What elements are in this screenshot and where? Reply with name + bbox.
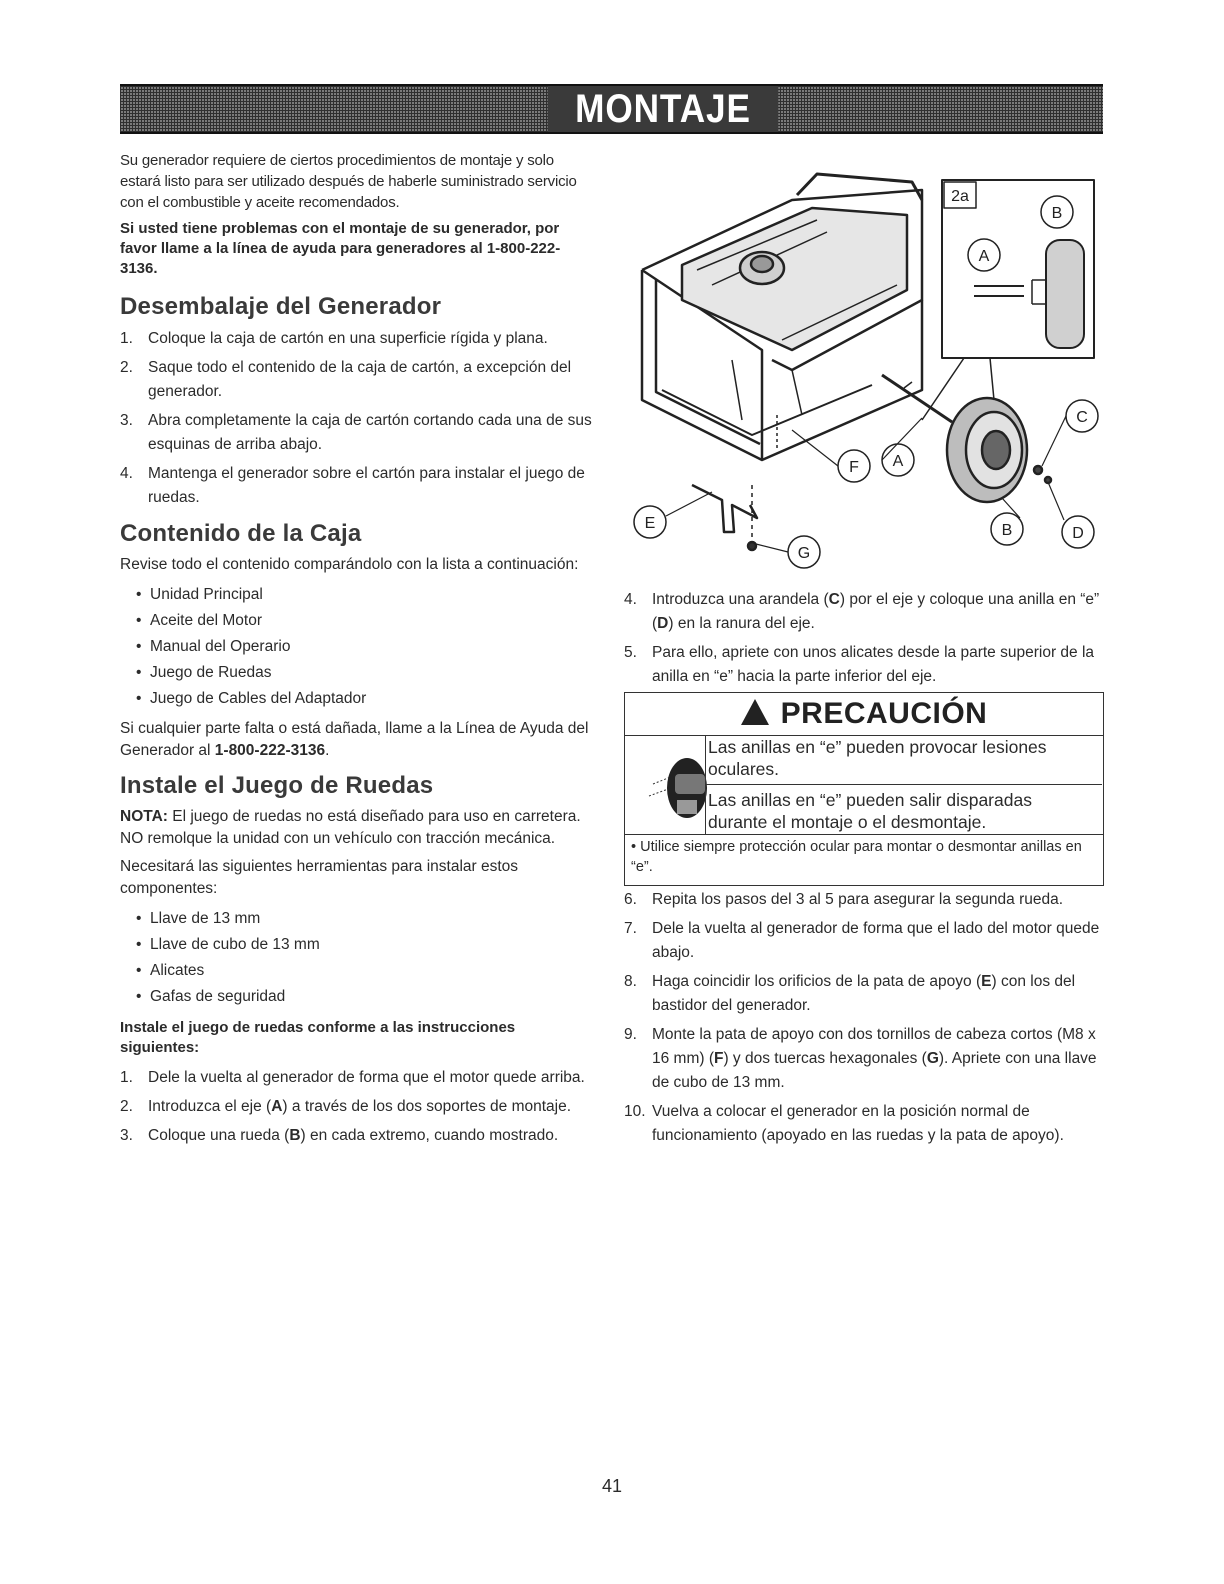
list-item: 1. Dele la vuelta al generador de forma que el motor quede arriba. [120, 1069, 585, 1086]
caution-footer: • Utilice siempre protección ocular para montar o desmontar anillas en “e”. [631, 839, 1082, 875]
list-item: 10. Vuelva a colocar el generador en la posición normal de funcionamiento (apoyado en las ruedas y la pata de apoyo). [624, 1103, 1064, 1144]
wheels-note: NOTA: El juego de ruedas no está diseñado para uso en carretera. NO remolque la unidad con un vehículo con tracción mecánica. [120, 808, 581, 847]
list-item: 8. Haga coincidir los orificios de la pata de apoyo (E) con los del bastidor del generador. [624, 973, 1076, 1014]
wheels-steps-a [120, 1066, 592, 1148]
unpack-heading: Desembalaje del Generador [120, 293, 442, 320]
list-item: 6. Repita los pasos del 3 al 5 para asegurar la segunda rueda. [624, 891, 1064, 908]
list-item: • Gafas de seguridad [120, 984, 592, 1010]
list-item: • Aceite del Motor [120, 608, 592, 634]
list-item: 9. Monte la pata de apoyo con dos tornillos de cabeza cortos (M8 x 16 mm) (F) y dos tuercas hexagonales (G). Apriete con una llave de cubo de 13 mm. [624, 1026, 1097, 1091]
wheel-kit-diagram [622, 160, 1108, 580]
missing-parts-text: Si cualquier parte falta o está dañada, llame a la Línea de Ayuda del Generador al 1-800-222-3136. [120, 720, 589, 759]
callout-e: E [644, 515, 656, 532]
contents-heading: Contenido de la Caja [120, 520, 362, 547]
caution-line: Las anillas en “e” pueden provocar lesiones [708, 737, 1047, 757]
list-item: 4. Mantenga el generador sobre el cartón para instalar el juego de ruedas. [120, 465, 585, 506]
callout-b: B [1051, 205, 1063, 222]
wheels-steps-c [624, 888, 1106, 1148]
list-item: 2. Saque todo el contenido de la caja de cartón, a excepción del generador. [120, 359, 572, 400]
list-item: 7. Dele la vuelta al generador de forma que el lado del motor quede abajo. [624, 920, 1100, 961]
list-item: 3. Abra completamente la caja de cartón cortando cada una de sus esquinas de arriba abajo. [120, 412, 592, 453]
safety-goggles-icon [643, 744, 709, 826]
list-item: • Alicates [120, 958, 592, 984]
list-item: 2. Introduzca el eje (A) a través de los dos soportes de montaje. [120, 1098, 572, 1115]
caution-line: durante el montaje o el desmontaje. [708, 812, 987, 832]
wheels-steps-b [624, 588, 1106, 689]
caution-line: Las anillas en “e” pueden salir disparadas [706, 784, 1102, 811]
callout-a-2: A [892, 453, 904, 470]
right-column-bottom [624, 888, 1106, 1153]
list-item: • Unidad Principal [120, 582, 592, 608]
callout-c: C [1076, 409, 1088, 426]
callout-g: G [797, 545, 811, 562]
wheels-heading: Instale el Juego de Ruedas [120, 772, 434, 799]
caution-box [624, 692, 1104, 886]
callout-b-2: B [1001, 522, 1013, 539]
list-item: • Juego de Ruedas [120, 660, 592, 686]
tools-intro: Necesitará las siguientes herramientas para instalar estos componentes: [120, 858, 519, 897]
caution-line: oculares. [708, 759, 780, 779]
list-item: • Llave de 13 mm [120, 906, 592, 932]
right-column-top [624, 588, 1106, 694]
callout-a: A [978, 248, 990, 265]
list-item: 5. Para ello, apriete con unos alicates desde la parte superior de la anilla en “e” hacia la parte inferior del eje. [624, 644, 1095, 685]
list-item: • Juego de Cables del Adaptador [120, 686, 592, 712]
wheels-instructions-lead: Instale el juego de ruedas conforme a las instrucciones siguientes: [120, 1019, 516, 1056]
callout-f: F [849, 459, 859, 476]
help-line-note: Si usted tiene problemas con el montaje de su generador, por favor llame a la línea de ayuda para generadores al 1-800-222-3136. [120, 220, 561, 277]
list-item: • Manual del Operario [120, 634, 592, 660]
contents-intro: Revise todo el contenido comparándolo con la lista a continuación: [120, 556, 579, 573]
list-item: 4. Introduzca una arandela (C) por el eje y coloque una anilla en “e” (D) en la ranura del eje. [624, 591, 1100, 632]
page-number: 41 [601, 1476, 623, 1496]
list-item: • Llave de cubo de 13 mm [120, 932, 592, 958]
warning-triangle-icon [741, 699, 769, 725]
section-banner [120, 84, 1103, 134]
section-title: MONTAJE [548, 86, 779, 132]
caution-header: PRECAUCIÓN [625, 693, 1103, 736]
unpack-steps [120, 327, 592, 510]
contents-list [120, 582, 592, 712]
callout-d: D [1072, 525, 1084, 542]
list-item: 1. Coloque la caja de cartón en una superficie rígida y plana. [120, 330, 548, 347]
intro-text: Su generador requiere de ciertos procedimientos de montaje y solo estará listo para ser utilizado después de haberle suministrado servicio con el combustible y aceite recomendados. [120, 152, 577, 211]
list-item: 3. Coloque una rueda (B) en cada extremo, cuando mostrado. [120, 1127, 559, 1144]
left-column [120, 150, 592, 1153]
inset-label: 2a [951, 188, 969, 205]
tools-list [120, 906, 592, 1010]
